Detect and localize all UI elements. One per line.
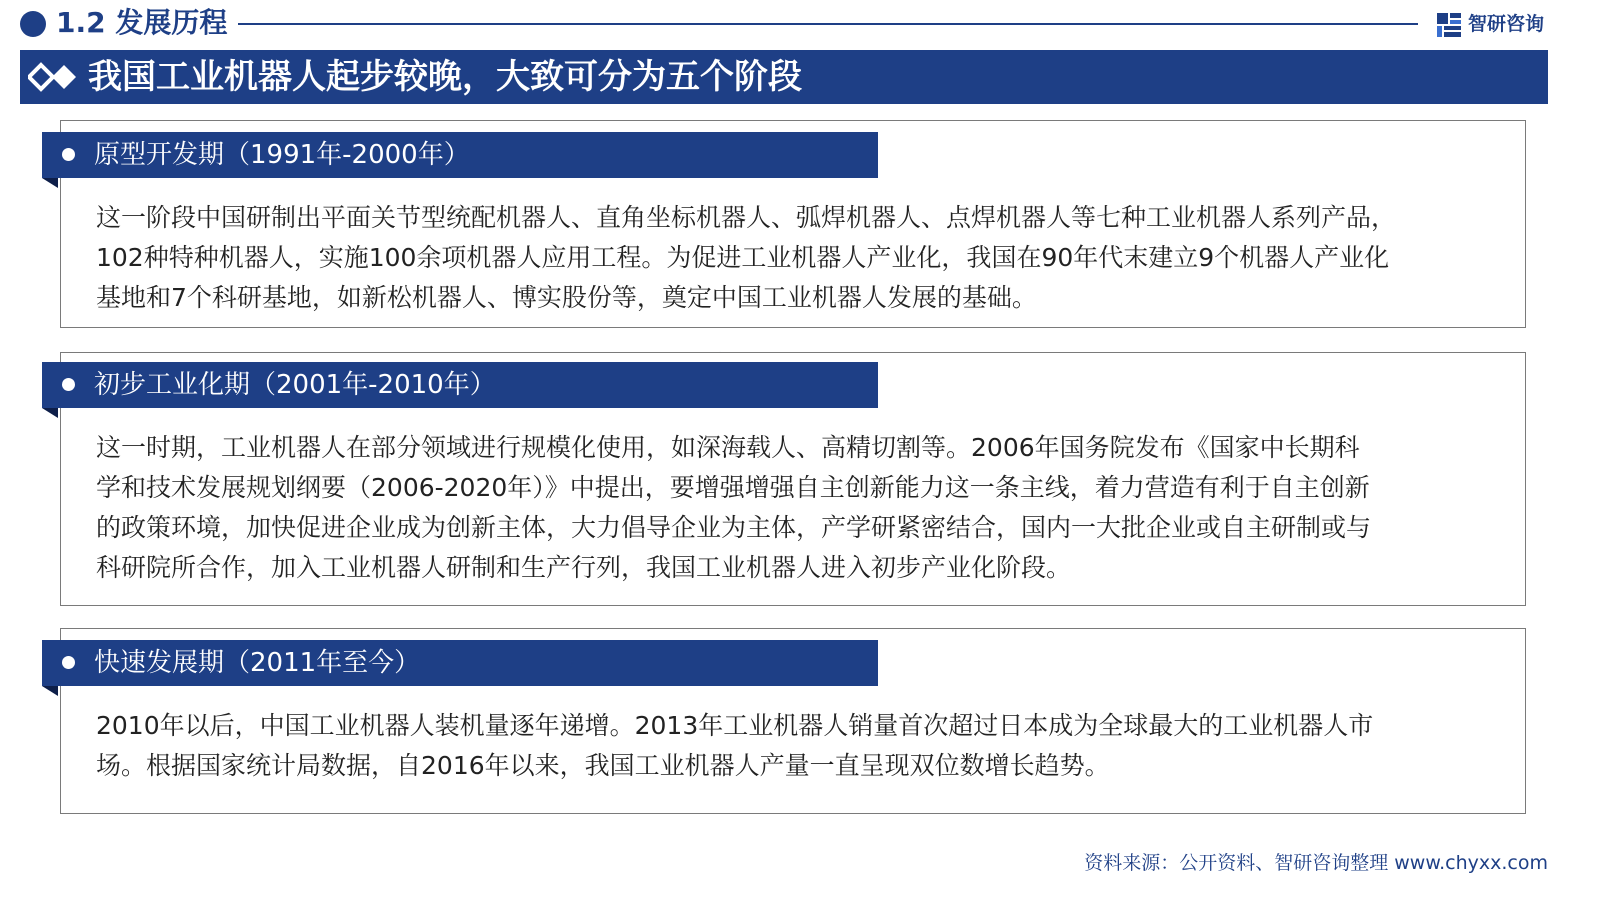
diamond-pair-icon — [28, 62, 80, 92]
brand-logo — [1436, 8, 1586, 40]
text-line: 这一时期，工业机器人在部分领域进行规模化使用，如深海载人、高精切割等。2006年国务院发布《国家中长期科 — [96, 433, 1360, 462]
bullet-dot-icon — [62, 656, 75, 669]
text-line: 科研院所合作，加入工业机器人研制和生产行列，我国工业机器人进入初步产业化阶段。 — [96, 553, 1072, 582]
bullet-dot-icon — [62, 148, 75, 161]
tab-fold — [42, 408, 58, 418]
bullet-dot-icon — [62, 378, 75, 391]
text-line: 学和技术发展规划纲要（2006-2020年）》中提出，要增强增强自主创新能力这一条主线，着力营造有利于自主创新 — [96, 473, 1370, 502]
text-line: 基地和7个科研基地，如新松机器人、博实股份等，奠定中国工业机器人发展的基础。 — [96, 283, 1037, 312]
tab-fold — [42, 178, 58, 188]
banner-title: 我国工业机器人起步较晚，大致可分为五个阶段 — [88, 57, 802, 97]
stage-title: 快速发展期（2011年至今） — [94, 648, 421, 678]
stage-description — [96, 428, 1516, 588]
footer-source: 资料来源：公开资料、智研咨询整理 www.chyxx.com — [1084, 852, 1548, 874]
text-line: 2010年以后，中国工业机器人装机量逐年递增。2013年工业机器人销量首次超过日本成为全球最大的工业机器人市 — [96, 711, 1374, 740]
chyxx-logo-icon — [1436, 12, 1462, 38]
main-banner — [20, 50, 1548, 104]
section-dot-icon — [20, 11, 46, 37]
tab-fold — [42, 686, 58, 696]
top-header — [0, 0, 1600, 48]
text-line: 场。根据国家统计局数据，自2016年以来，我国工业机器人产量一直呈现双位数增长趋势。 — [96, 751, 1110, 780]
stage-description — [96, 198, 1516, 318]
text-line: 的政策环境，加快促进企业成为创新主体，大力倡导企业为主体，产学研紧密结合，国内一大批企业或自主研制或与 — [96, 513, 1372, 542]
stage-title: 初步工业化期（2001年-2010年） — [94, 370, 496, 400]
text-line: 102种特种机器人，实施100余项机器人应用工程。为促进工业机器人产业化，我国在90年代末建立9个机器人产业化 — [96, 243, 1390, 272]
stage-description — [96, 706, 1516, 786]
header-divider — [238, 23, 1418, 25]
text-line: 这一阶段中国研制出平面关节型统配机器人、直角坐标机器人、弧焊机器人、点焊机器人等七种工业机器人系列产品， — [96, 203, 1397, 232]
stage-title: 原型开发期（1991年-2000年） — [94, 140, 470, 170]
section-title: 1.2 发展历程 — [56, 6, 228, 39]
logo-text: 智研咨询 — [1468, 13, 1545, 35]
